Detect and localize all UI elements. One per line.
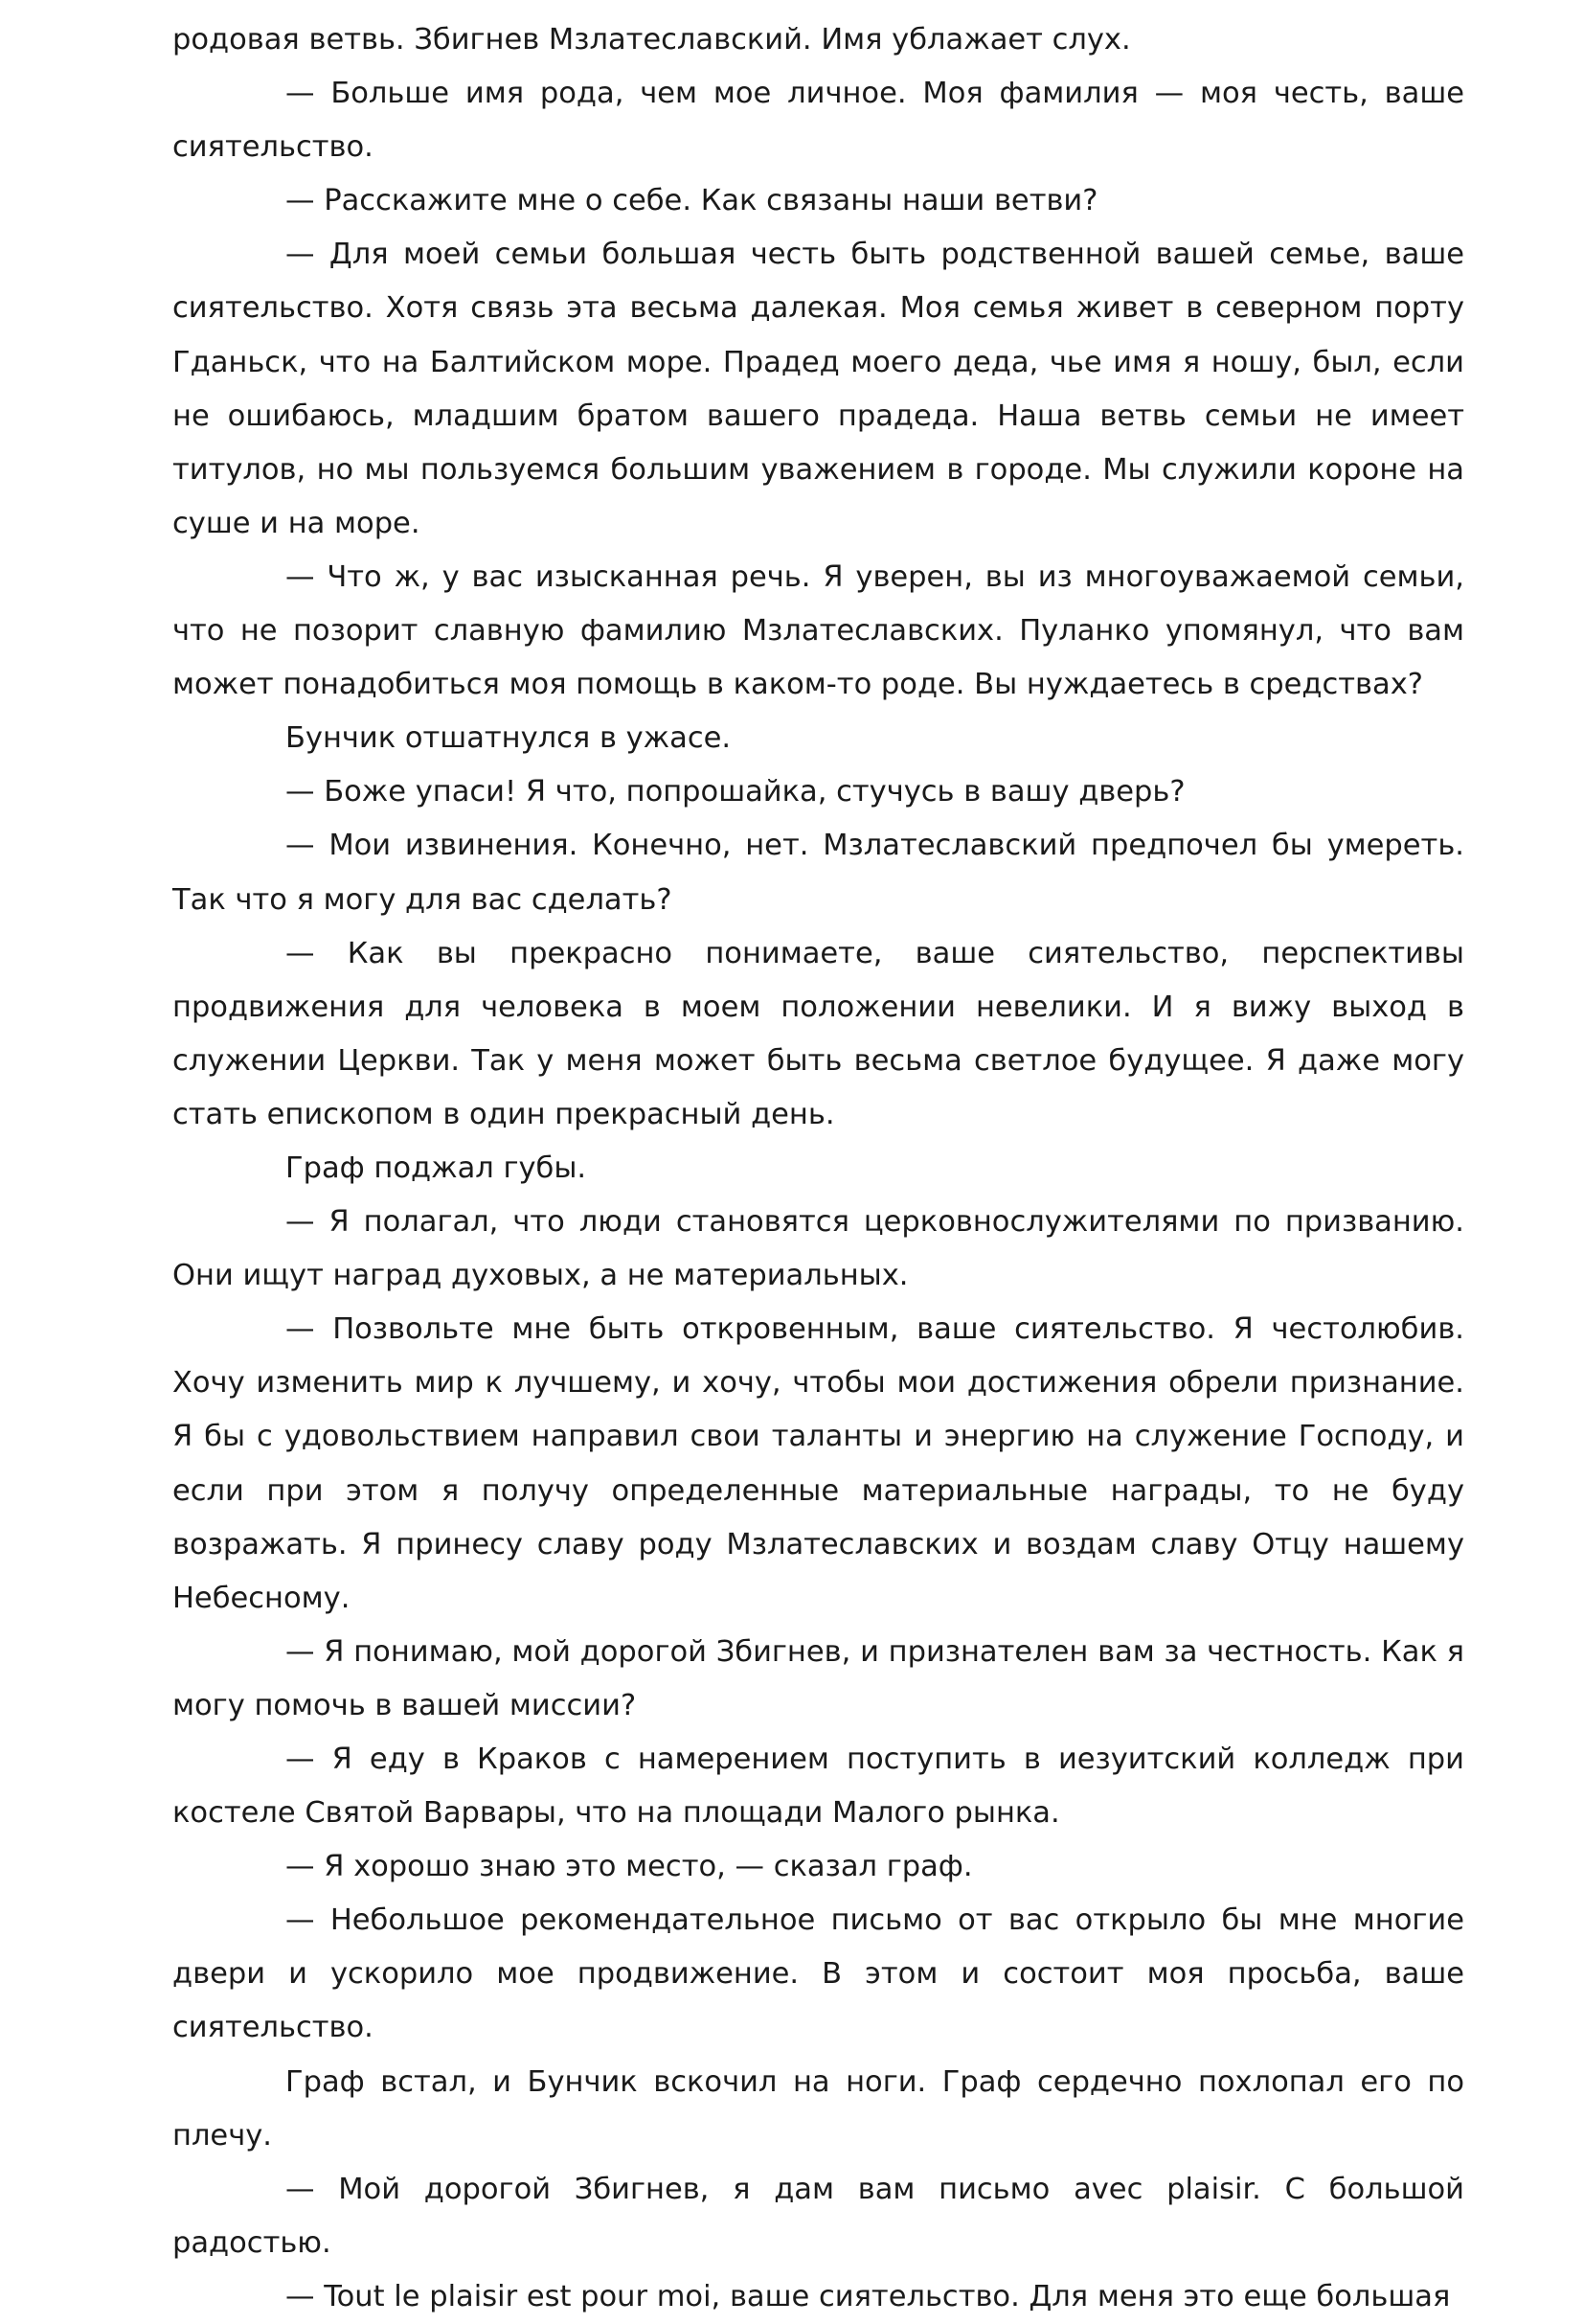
paragraph: Бунчик отшатнулся в ужасе.	[285, 721, 732, 756]
paragraph: — Расскажите мне о себе. Как связаны наши ветви?	[285, 184, 1098, 218]
paragraph: — Я хорошо знаю это место, — сказал граф.	[285, 1850, 973, 1884]
paragraph: — Я понимаю, мой дорогой Збигнев, и признателен вам за честность. Как я могу помочь в вашей миссии?	[172, 1634, 1464, 1722]
paragraph: — Как вы прекрасно понимаете, ваше сиятельство, перспективы продвижения для человека в моем положении невелики. И я вижу выход в служении Церкви. Так у меня может быть весьма светлое будущее. Я даже могу стать епископом в один прекрасный день.	[172, 936, 1464, 1131]
paragraph: — Я еду в Краков с намерением поступить в иезуитский колледж при костеле Святой Варвары, что на площади Малого рынка.	[172, 1743, 1464, 1831]
paragraph: — Tout le plaisir est pour moi, ваше сиятельство. Для меня это еще большая	[285, 2279, 1451, 2313]
paragraph: Граф встал, и Бунчик вскочил на ноги. Граф сердечно похлопал его по плечу.	[172, 2064, 1464, 2153]
paragraph: — Я полагал, что люди становятся церковнослужителями по призванию. Они ищут наград духовых, а не материальных.	[172, 1205, 1464, 1293]
paragraph: — Что ж, у вас изысканная речь. Я уверен, вы из многоуважаемой семьи, что не позорит славную фамилию Мзлатеславских. Пуланко упомянул, что вам может понадобиться моя помощь в каком-то роде. Вы нуждаетесь в средствах?	[172, 559, 1464, 702]
paragraph: — Боже упаси! Я что, попрошайка, стучусь в вашу дверь?	[285, 775, 1186, 809]
paragraph: — Небольшое рекомендательное письмо от вас открыло бы мне многие двери и ускорило мое продвижение. В этом и состоит моя просьба, ваше сиятельство.	[172, 1903, 1464, 2045]
paragraph: — Позвольте мне быть откровенным, ваше сиятельство. Я честолюбив. Хочу изменить мир к лучшему, и хочу, чтобы мои достижения обрели признание. Я бы с удовольствием направил свои таланты и энергию на служение Господу, и если при этом я получу определенные материальные награды, то не буду возражать. Я принесу славу роду Мзлатеславских и воздам славу Отцу нашему Небесному.	[172, 1312, 1464, 1615]
document-page	[172, 13, 1464, 2324]
paragraph: — Мой дорогой Збигнев, я дам вам письмо avec plaisir. С большой радостью.	[172, 2172, 1464, 2260]
paragraph: — Больше имя рода, чем мое личное. Моя фамилия — моя честь, ваше сиятельство.	[172, 77, 1464, 165]
paragraph: — Для моей семьи большая честь быть родственной вашей семье, ваше сиятельство. Хотя связь эта весьма далекая. Моя семья живет в северном порту Гданьск, что на Балтийском море. Прадед моего деда, чье имя я ношу, был, если не ошибаюсь, младшим братом вашего прадеда. Наша ветвь семьи не имеет титулов, но мы пользуемся большим уважением в городе. Мы служили короне на суше и на море.	[172, 238, 1464, 540]
paragraph: Граф поджал губы.	[285, 1151, 587, 1185]
paragraph: — Мои извинения. Конечно, нет. Мзлатеславский предпочел бы умереть. Так что я могу для вас сделать?	[172, 829, 1464, 917]
paragraph: родовая ветвь. Збигнев Мзлатеславский. Имя ублажает слух.	[172, 23, 1131, 57]
